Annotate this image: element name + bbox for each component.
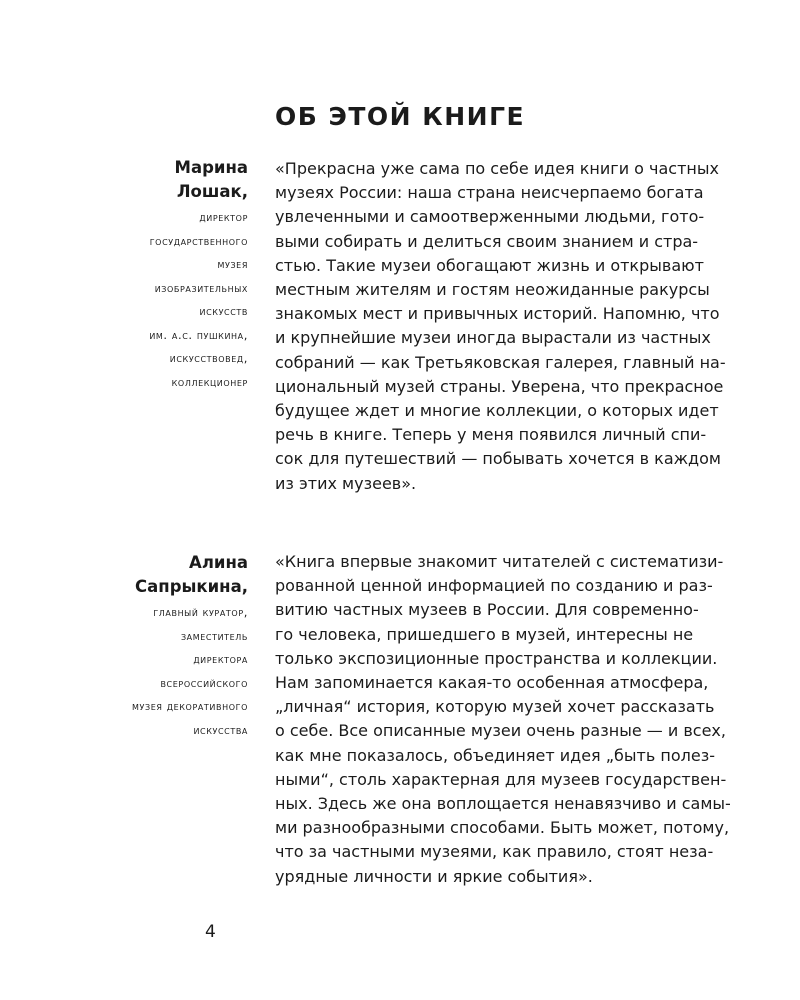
attribution-saprykina <box>48 551 248 742</box>
author-role: главный куратор, заместитель директора всероссийского музея декоративного искусства <box>131 605 248 737</box>
page-number: 4 <box>205 922 216 942</box>
author-role: директор государственного музея изобразительных искусств им. а.с. пушкина, искусствовед, коллекционер <box>149 210 248 389</box>
page-title: ОБ ЭТОЙ КНИГЕ <box>275 102 526 131</box>
author-name: Марина Лошак, <box>174 158 248 201</box>
quote-loshak: «Прекрасна уже сама по себе идея книги о частных музеях России: наша страна неисчерпаемо богата увлеченными и самоотверженными людьми, гото- выми собирать и делиться своим знанием и стра- стью. Такие музеи обогащают жизнь и открывают местным жителям и гостям неожиданные ракурсы знакомых мест и привычных историй. Напомню, что и крупнейшие музеи иногда вырастали из частных собраний — как Третьяковская галерея, главный на- циональный музей страны. Уверена, что прекрасное будущее ждет и многие коллекции, о которых идет речь в книге. Теперь у меня появился личный спи- сок для путешествий — побывать хочется в каждом из этих музеев». <box>275 159 726 493</box>
attribution-loshak <box>48 156 248 394</box>
quote-saprykina: «Книга впервые знакомит читателей с систематизи- рованной ценной информацией по созданию и раз- витию частных музеев в России. Для современно- го человека, пришедшего в музей, интересны не только экспозиционные пространства и коллекции. Нам запоминается какая-то особенная атмосфера, „личная“ история, которую музей хочет рассказать о себе. Все описанные музеи очень разные — и всех, как мне показалось, объединяет идея „быть полез- ными“, столь характерная для музеев государствен- ных. Здесь же она воплощается ненавязчиво и самы- ми разнообразными способами. Быть может, потому, что за частными музеями, как правило, стоят неза- урядные личности и яркие события». <box>275 552 731 886</box>
author-name: Алина Сапрыкина, <box>135 553 248 596</box>
